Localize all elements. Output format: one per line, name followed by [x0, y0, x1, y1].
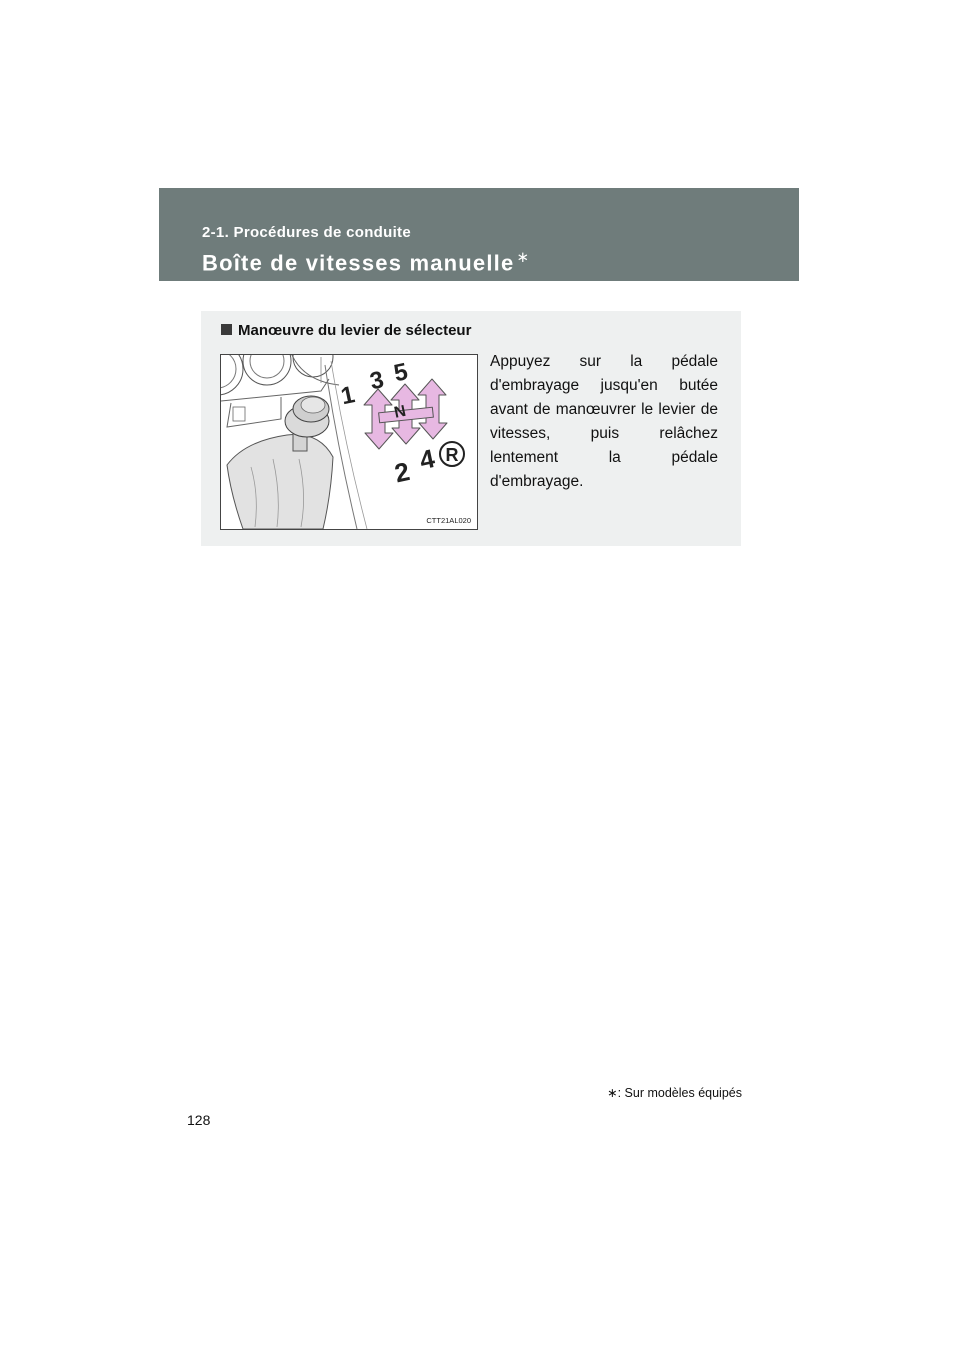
footnote-marker: ∗ [607, 1086, 618, 1100]
page-number: 128 [187, 1112, 211, 1128]
gear-label-4: 4 [416, 443, 438, 476]
gear-shift-figure [221, 355, 477, 529]
title-marker: ∗ [516, 249, 531, 266]
gear-label-reverse: R [445, 445, 459, 465]
content-box [201, 311, 741, 546]
gear-label-1: 1 [338, 381, 358, 411]
header-band [159, 188, 799, 281]
square-bullet-icon [221, 324, 232, 335]
page-title [202, 248, 530, 276]
figure-code: CTT21AL020 [426, 516, 471, 525]
page-title-text: Boîte de vitesses manuelle [202, 250, 515, 276]
gear-label-3: 3 [367, 366, 387, 396]
footnote-text: : Sur modèles équipés [617, 1086, 742, 1100]
gear-label-2: 2 [391, 456, 413, 489]
subheading [221, 322, 471, 339]
instruction-text: Appuyez sur la pédale d'embrayage jusqu'en butée avant de manœuvrer le levier de vitesses, puis relâchez lentement la pédale d'embrayage. [490, 353, 718, 490]
gear-label-neutral: N [392, 402, 408, 422]
subheading-text: Manœuvre du levier de sélecteur [238, 322, 472, 339]
gear-lever-illustration [220, 354, 478, 530]
gear-label-5: 5 [391, 358, 411, 388]
footnote [580, 1085, 742, 1100]
section-label: 2-1. Procédures de conduite [202, 224, 411, 241]
